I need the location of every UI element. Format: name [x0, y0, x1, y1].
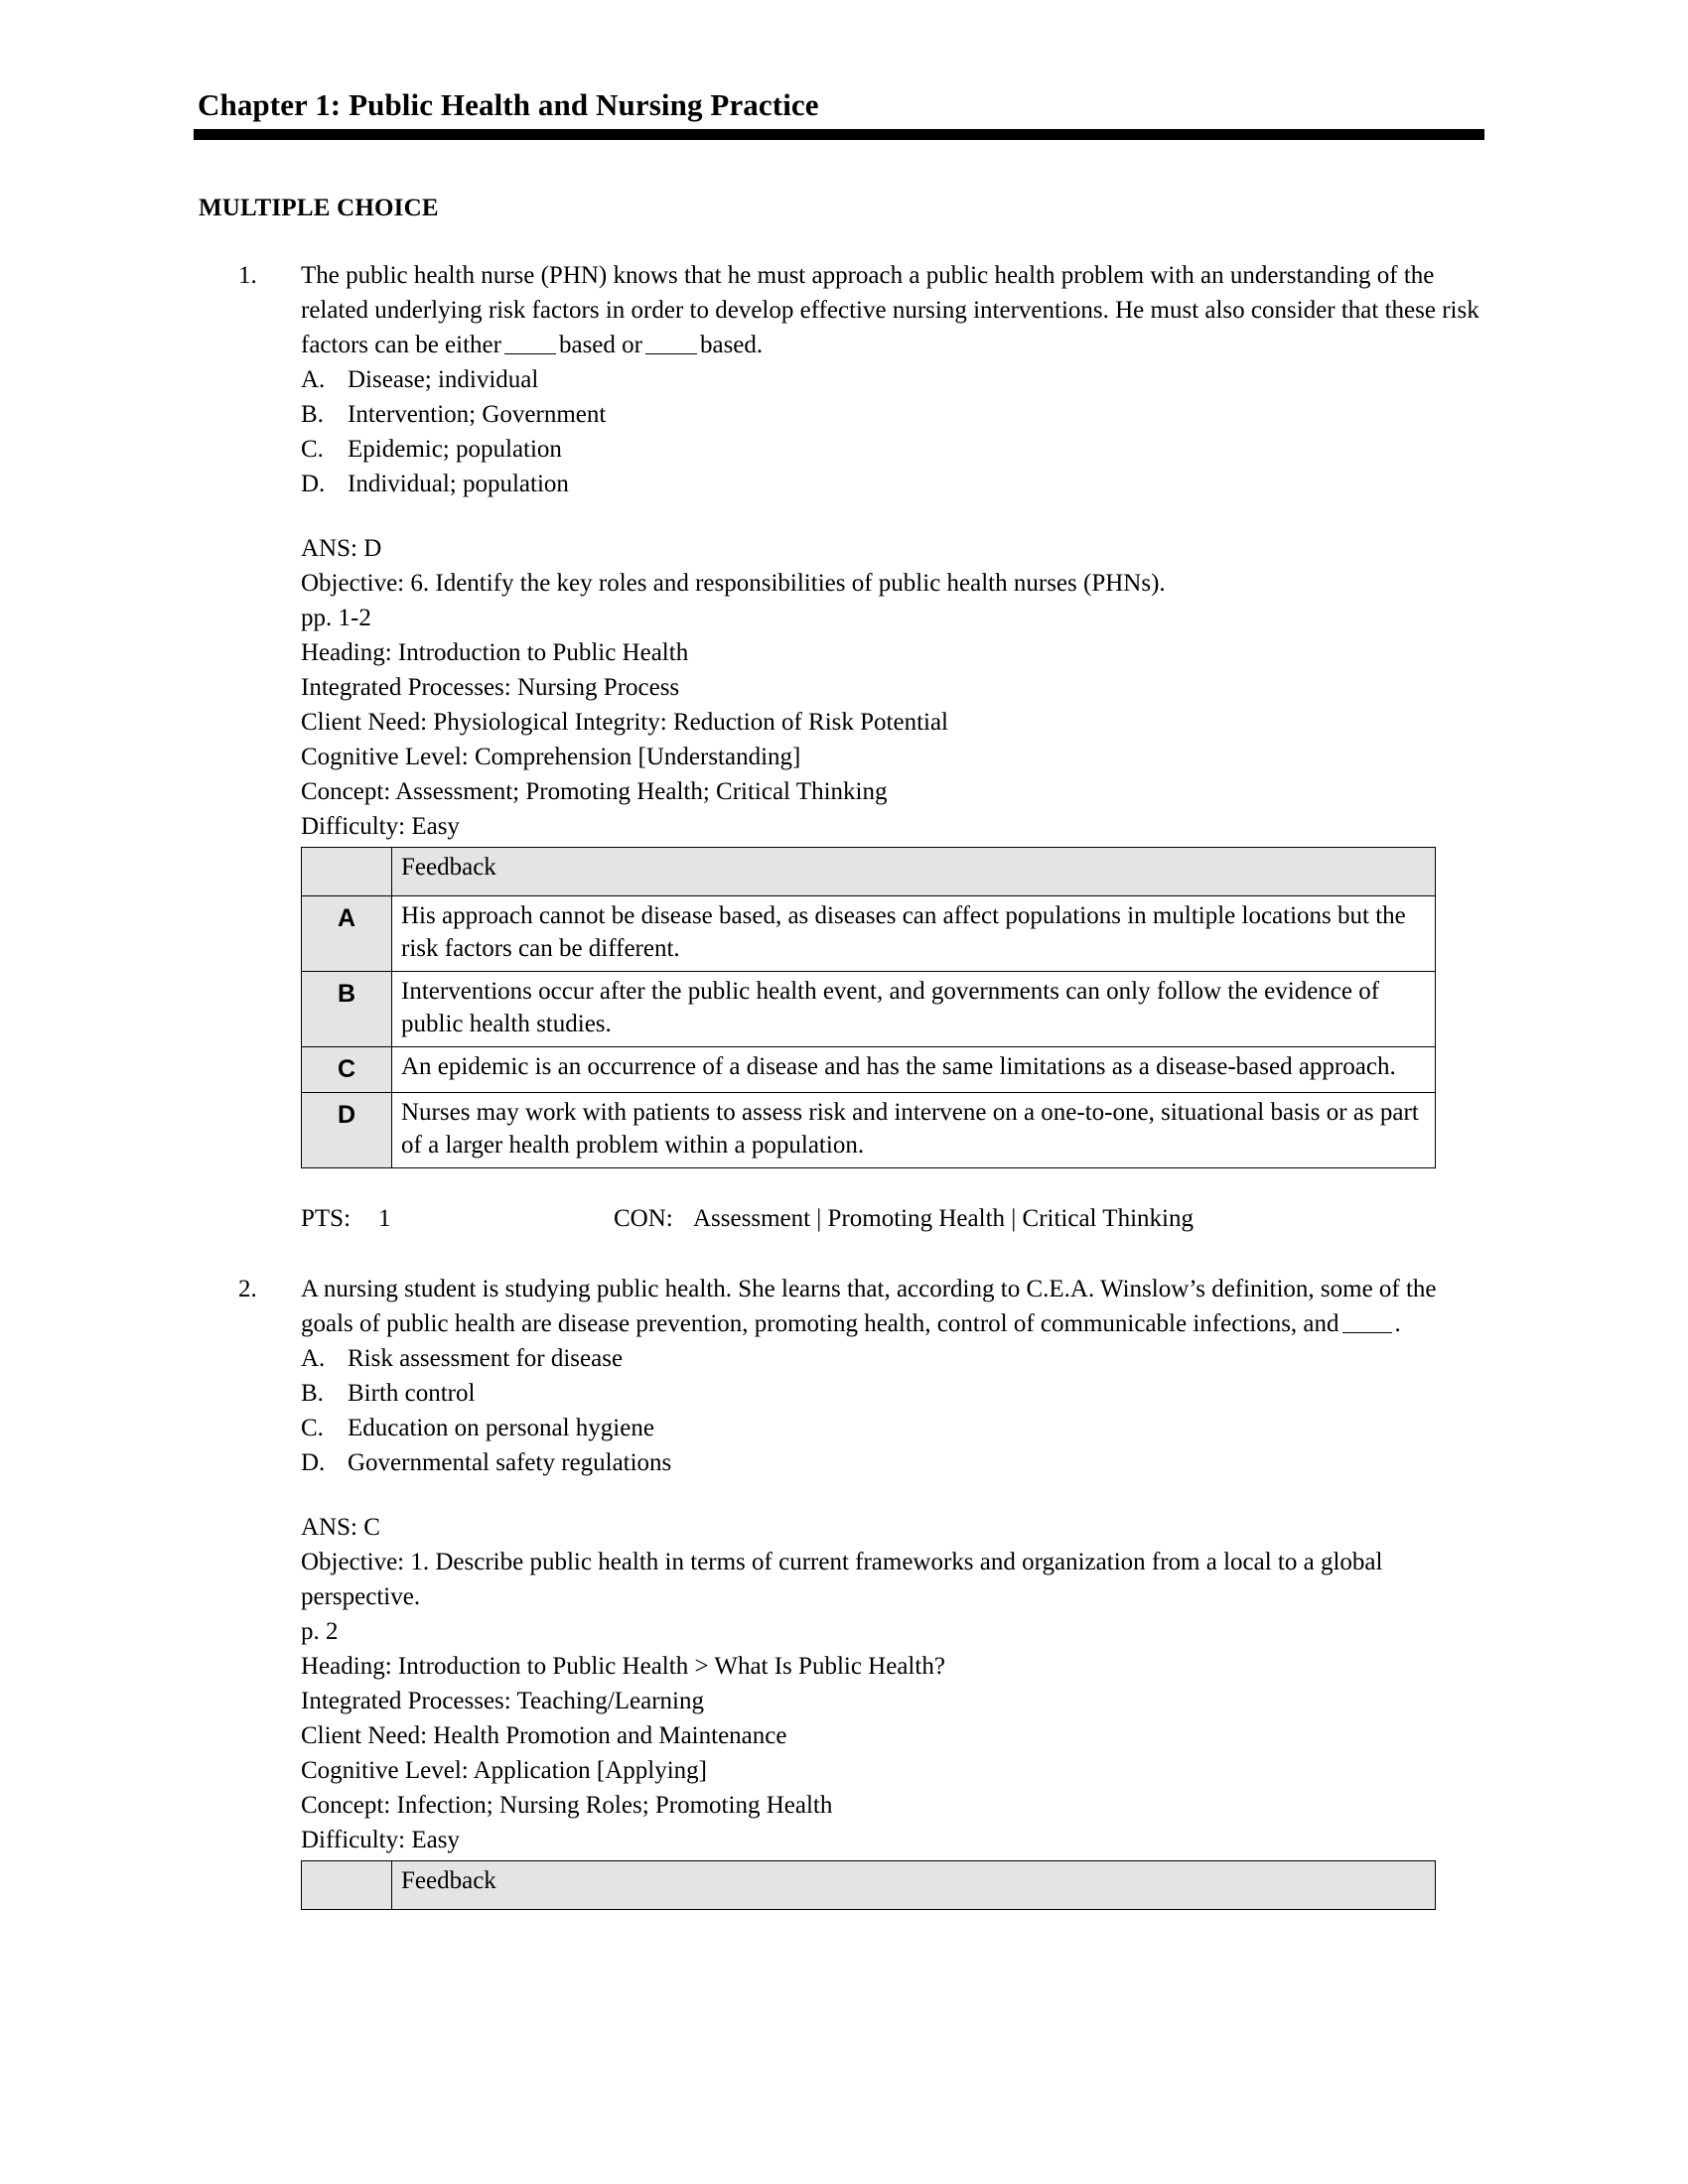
option-letter: B.: [301, 1379, 324, 1407]
answer-options: [301, 362, 1494, 501]
question-stem-part-1: The public health nurse (PHN) knows that he must approach a public health problem with an understanding of the related underlying risk factors in order to develop effective nursing interventions. He must also consider that these risk factors can be either: [301, 261, 1479, 358]
pts-label: PTS:: [301, 1204, 352, 1232]
pages-line: pp. 1-2: [301, 604, 371, 631]
option-letter: B.: [301, 400, 324, 428]
question-stem-part-3: based.: [699, 331, 764, 358]
table-row: [302, 1092, 1436, 1167]
option-c: [301, 432, 1494, 467]
feedback-table-clipped: [301, 1857, 1494, 1910]
table-header-row: [302, 1860, 1436, 1909]
question-metadata: [301, 1510, 1494, 1857]
answer-line: ANS: D: [301, 534, 382, 562]
con-label: CON:: [614, 1204, 673, 1232]
option-a: [301, 1341, 1494, 1376]
con-value: Assessment | Promoting Health | Critical Thinking: [693, 1204, 1194, 1232]
client-need-line: Client Need: Physiological Integrity: Reduction of Risk Potential: [301, 708, 949, 736]
feedback-text: Nurses may work with patients to assess risk and intervene on a one-to-one, situational basis or as part of a larger health problem within a population.: [392, 1092, 1436, 1167]
option-b: [301, 397, 1494, 432]
option-b: [301, 1376, 1494, 1411]
feedback-text: Interventions occur after the public health event, and governments can only follow the evidence of public health studies.: [392, 971, 1436, 1046]
feedback-letter: C: [302, 1046, 392, 1092]
cognitive-level-line: Cognitive Level: Application [Applying]: [301, 1756, 707, 1784]
option-letter: D.: [301, 470, 326, 497]
answer-options: [301, 1341, 1494, 1480]
question-stem-part-2: .: [1394, 1309, 1401, 1337]
feedback-header-label: Feedback: [392, 1860, 1436, 1909]
section-heading: MULTIPLE CHOICE: [199, 194, 439, 221]
header-letter-cell: [302, 1860, 392, 1909]
question-stem: [301, 258, 1494, 362]
document-header: [194, 0, 1494, 140]
question-body: [301, 1272, 1494, 1910]
question-metadata: [301, 531, 1494, 844]
option-letter: A.: [301, 1344, 326, 1372]
option-text: Education on personal hygiene: [348, 1414, 654, 1441]
option-text: Disease; individual: [348, 365, 539, 393]
objective-line: Objective: 1. Describe public health in terms of current frameworks and organization from a local to a global perspective.: [301, 1548, 1383, 1610]
question-stem: [301, 1272, 1494, 1341]
option-a: [301, 362, 1494, 397]
heading-line: Heading: Introduction to Public Health: [301, 638, 689, 666]
cognitive-level-line: Cognitive Level: Comprehension [Understanding]: [301, 743, 801, 770]
option-text: Governmental safety regulations: [348, 1448, 672, 1476]
concept-line: Concept: Infection; Nursing Roles; Promoting Health: [301, 1791, 833, 1819]
feedback-table: [301, 847, 1436, 1168]
feedback-letter: A: [302, 895, 392, 971]
option-text: Intervention; Government: [348, 400, 607, 428]
option-text: Individual; population: [348, 470, 569, 497]
difficulty-line: Difficulty: Easy: [301, 1826, 460, 1853]
feedback-text: His approach cannot be disease based, as diseases can affect populations in multiple locations but the risk factors can be different.: [392, 895, 1436, 971]
pages-line: p. 2: [301, 1617, 339, 1645]
option-letter: A.: [301, 365, 326, 393]
option-text: Birth control: [348, 1379, 476, 1407]
difficulty-line: Difficulty: Easy: [301, 812, 460, 840]
option-d: [301, 1445, 1494, 1480]
integrated-processes-line: Integrated Processes: Teaching/Learning: [301, 1687, 704, 1714]
question-stem-part-2: based or: [558, 331, 642, 358]
option-letter: D.: [301, 1448, 326, 1476]
question-number: 1.: [238, 261, 257, 289]
integrated-processes-line: Integrated Processes: Nursing Process: [301, 673, 680, 701]
question-body: [301, 258, 1494, 1236]
question-number: 2.: [238, 1275, 257, 1302]
feedback-table: [301, 1860, 1436, 1910]
answer-line: ANS: C: [301, 1513, 380, 1541]
feedback-header-label: Feedback: [392, 847, 1436, 895]
header-rule: [194, 129, 1484, 140]
option-text: Risk assessment for disease: [348, 1344, 624, 1372]
question-item: [194, 1272, 1494, 1910]
page-content: [194, 0, 1494, 1910]
chapter-title: Chapter 1: Public Health and Nursing Practice: [198, 87, 819, 122]
option-d: [301, 467, 1494, 501]
table-header-row: [302, 847, 1436, 895]
feedback-letter: B: [302, 971, 392, 1046]
objective-line: Objective: 6. Identify the key roles and responsibilities of public health nurses (PHNs).: [301, 569, 1166, 597]
feedback-letter: D: [302, 1092, 392, 1167]
option-text: Epidemic; population: [348, 435, 562, 463]
concept-line: Concept: Assessment; Promoting Health; Critical Thinking: [301, 777, 888, 805]
fill-in-blank: [504, 334, 556, 354]
option-letter: C.: [301, 435, 324, 463]
option-letter: C.: [301, 1414, 324, 1441]
pts-value: 1: [378, 1204, 391, 1232]
client-need-line: Client Need: Health Promotion and Maintenance: [301, 1721, 787, 1749]
question-stem-part-1: A nursing student is studying public health. She learns that, according to C.E.A. Winslow’s definition, some of the goals of public health are disease prevention, promoting health, control of communicable infections, and: [301, 1275, 1437, 1337]
heading-line: Heading: Introduction to Public Health > What Is Public Health?: [301, 1652, 945, 1680]
header-letter-cell: [302, 847, 392, 895]
table-row: [302, 895, 1436, 971]
option-c: [301, 1411, 1494, 1445]
feedback-text: An epidemic is an occurrence of a disease and has the same limitations as a disease-based approach.: [392, 1046, 1436, 1092]
fill-in-blank: [645, 334, 697, 354]
fill-in-blank: [1342, 1312, 1392, 1333]
table-row: [302, 1046, 1436, 1092]
table-row: [302, 971, 1436, 1046]
question-item: [194, 258, 1494, 1236]
points-line: [301, 1201, 1494, 1236]
